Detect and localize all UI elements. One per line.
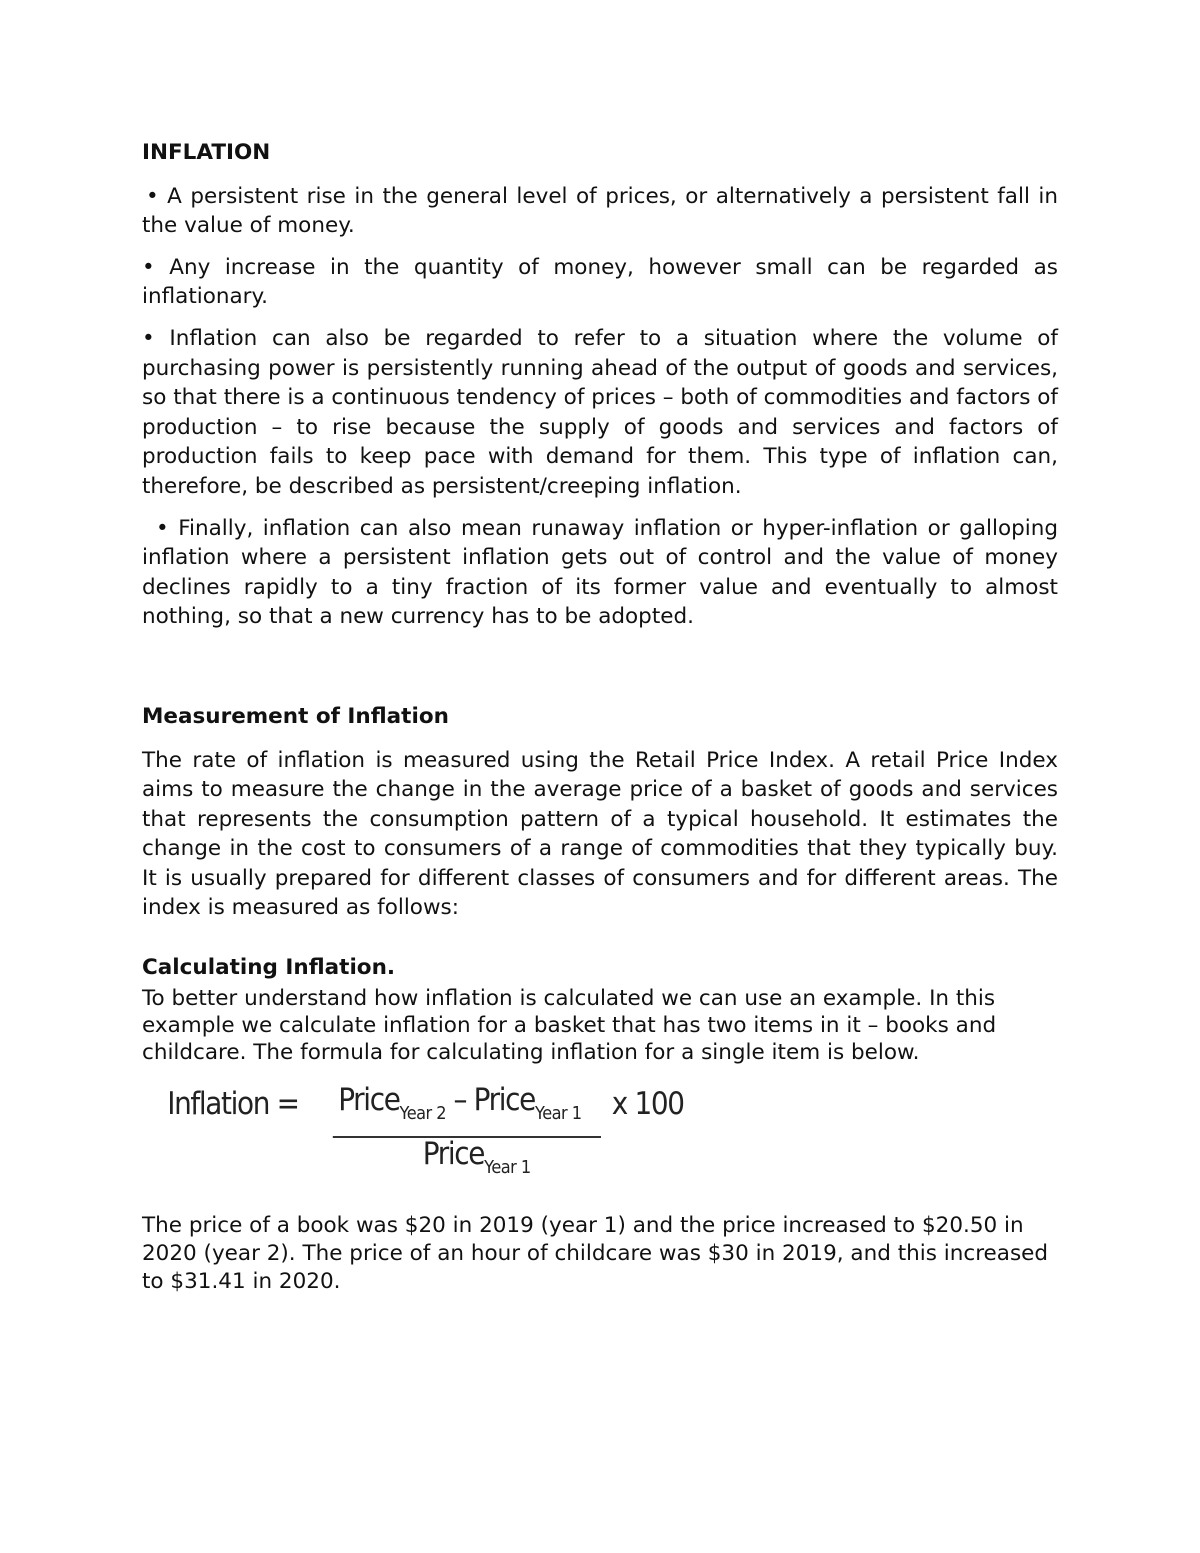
document-page — [142, 138, 1058, 1296]
bullet-item — [142, 253, 1058, 312]
spacer — [142, 1198, 1058, 1212]
bullet-icon: • — [142, 325, 155, 351]
spacer — [142, 923, 1058, 953]
bullet-icon: • — [146, 183, 159, 209]
formula-minus: – — [453, 1082, 467, 1119]
calculating-body: To better understand how inflation is calculated we can use an example. In this example we calculate inflation for a basket that has two items in it – books and childcare. The formula for calculating inflation for a single item is below. — [142, 985, 997, 1066]
page-title: INFLATION — [142, 140, 271, 165]
bullet-text: Finally, inflation can also mean runaway inflation or hyper-inflation or galloping inflation where a persistent inflation gets out of control and the value of money declines rapidly to a tiny fraction of its former value and eventually to almost nothing, so that a new currency has to be adopted. — [142, 515, 1058, 630]
formula-times: x 100 — [611, 1086, 684, 1123]
formula-year2: Year 2 — [399, 1103, 447, 1125]
bullet-text: Any increase in the quantity of money, however small can be regarded as inflationary. — [142, 254, 1058, 310]
bullet-item — [142, 324, 1058, 502]
formula-numerator — [338, 1082, 582, 1125]
inflation-formula — [142, 1072, 966, 1198]
bullet-text: A persistent rise in the general level of prices, or alternatively a persistent fall in the value of money. — [142, 183, 1058, 239]
bullet-item — [142, 182, 1058, 241]
formula-year1: Year 1 — [484, 1157, 531, 1179]
bullet-icon: • — [156, 515, 169, 541]
calculating-heading: Calculating Inflation. — [142, 955, 396, 981]
formula-year1: Year 1 — [534, 1103, 582, 1125]
bullet-text: Inflation can also be regarded to refer to a situation where the volume of purchasing power is persistently running ahead of the output of goods and services, so that there is a continuous tendency of prices – both of commodities and factors of production – to rise because the supply of goods and services and factors of production fails to keep pace with demand for them. This type of inflation can, therefore, be described as persistent/creeping inflation. — [142, 325, 1058, 499]
formula-price: Price — [473, 1082, 535, 1119]
formula-price: Price — [422, 1136, 485, 1173]
formula-lhs: Inflation = — [167, 1086, 299, 1123]
formula-denominator — [422, 1136, 531, 1179]
bullet-item — [142, 514, 1058, 632]
example-text: The price of a book was $20 in 2019 (year 1) and the price increased to $20.50 in 2020 (year 2). The price of an hour of childcare was $30 in 2019, and this increased to $31.41 in 2020. — [142, 1213, 1049, 1295]
bullet-icon: • — [142, 254, 155, 280]
formula-price: Price — [338, 1082, 400, 1119]
measurement-body: The rate of inflation is measured using the Retail Price Index. A retail Price Index aims to measure the change in the average price of a basket of goods and services that represents the consumption pattern of a typical household. It estimates the change in the cost to consumers of a range of commodities that they typically buy. It is usually prepared for different classes of consumers and for different areas. The index is measured as follows: — [142, 747, 1058, 921]
spacer — [142, 644, 1058, 702]
measurement-heading: Measurement of Inflation — [142, 703, 449, 729]
